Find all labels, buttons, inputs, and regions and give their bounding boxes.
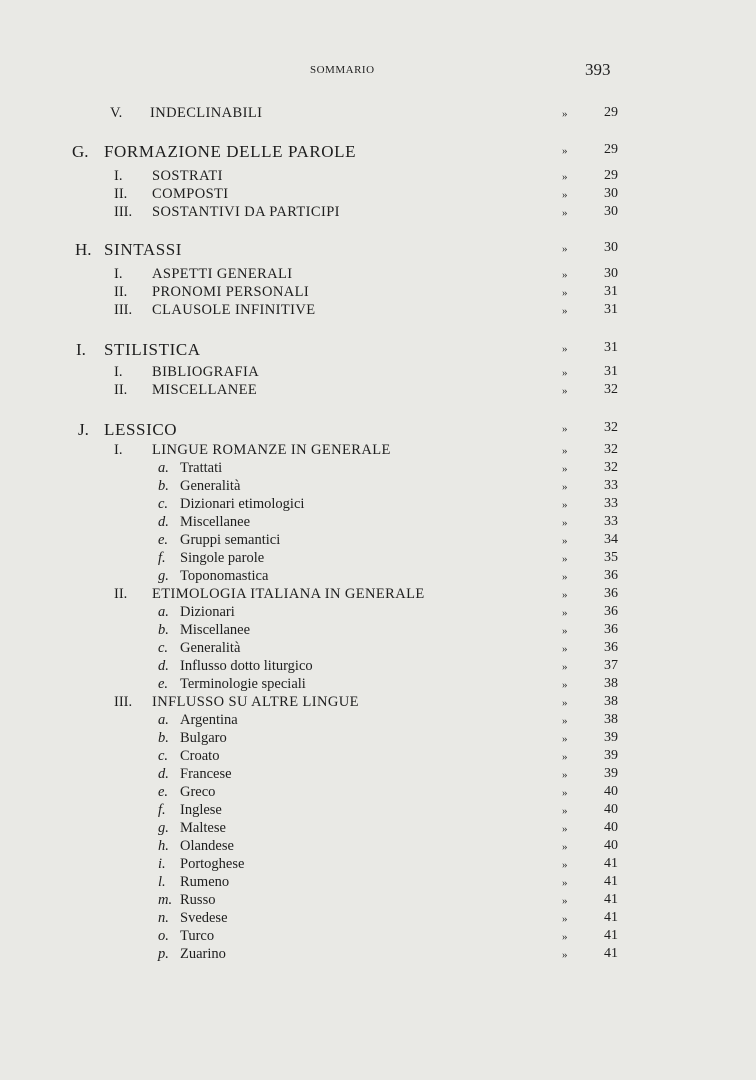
toc-entry-title: Svedese (180, 910, 228, 926)
toc-entry (0, 142, 756, 162)
leader-mark: » (562, 189, 568, 201)
toc-entry-title: LINGUE ROMANZE IN GENERALE (152, 442, 391, 458)
toc-entry (0, 532, 756, 552)
toc-entry-number: II. (114, 586, 128, 602)
toc-entry (0, 928, 756, 948)
leader-mark: » (562, 589, 568, 601)
leader-mark: » (562, 445, 568, 457)
toc-entry-page: 31 (604, 340, 618, 355)
toc-entry (0, 340, 756, 360)
leader-mark: » (562, 823, 568, 835)
leader-mark: » (562, 287, 568, 299)
toc-entry-number: III. (114, 302, 133, 318)
leader-mark: » (562, 661, 568, 673)
toc-entry-page: 30 (604, 204, 618, 219)
page-number: 393 (585, 60, 611, 79)
toc-entry-number: b. (158, 478, 169, 494)
toc-entry-page: 30 (604, 266, 618, 281)
toc-entry-number: h. (158, 838, 169, 854)
toc-entry-page: 36 (604, 640, 618, 655)
toc-entry-page: 38 (604, 712, 618, 727)
toc-entry-page: 39 (604, 766, 618, 781)
toc-entry-number: III. (114, 204, 133, 220)
toc-entry-page: 37 (604, 658, 618, 673)
toc-entry-number: i. (158, 856, 166, 872)
leader-mark: » (562, 269, 568, 281)
leader-mark: » (562, 769, 568, 781)
toc-entry-page: 31 (604, 302, 618, 317)
toc-entry (0, 802, 756, 822)
toc-entry (0, 478, 756, 498)
toc-entry-title: Portoghese (180, 856, 245, 872)
toc-entry-title: CLAUSOLE INFINITIVE (152, 302, 316, 318)
toc-entry (0, 442, 756, 462)
toc-entry-title: Inglese (180, 802, 222, 818)
toc-entry-page: 40 (604, 838, 618, 853)
toc-entry-title: Olandese (180, 838, 234, 854)
toc-entry-page: 33 (604, 478, 618, 493)
toc-entry-number: I. (114, 364, 123, 380)
toc-entry-title: INDECLINABILI (150, 105, 263, 121)
toc-entry-number: e. (158, 784, 169, 800)
toc-entry (0, 168, 756, 188)
leader-mark: » (562, 463, 568, 475)
toc-entry (0, 460, 756, 480)
leader-mark: » (562, 859, 568, 871)
toc-entry (0, 856, 756, 876)
toc-entry-page: 36 (604, 622, 618, 637)
toc-entry-number: II. (114, 186, 128, 202)
toc-entry-number: e. (158, 676, 169, 692)
toc-entry-page: 29 (604, 168, 618, 183)
toc-entry-page: 31 (604, 364, 618, 379)
toc-entry-page: 40 (604, 784, 618, 799)
toc-entry-number: b. (158, 730, 169, 746)
toc-entry (0, 204, 756, 224)
toc-entry-number: J. (78, 420, 89, 439)
toc-entry-page: 32 (604, 442, 618, 457)
toc-entry-page: 41 (604, 856, 618, 871)
toc-entry-number: l. (158, 874, 166, 890)
toc-entry-page: 30 (604, 240, 618, 255)
leader-mark: » (562, 207, 568, 219)
toc-entry (0, 586, 756, 606)
toc-entry (0, 784, 756, 804)
leader-mark: » (562, 949, 568, 961)
toc-entry (0, 186, 756, 206)
toc-entry-page: 36 (604, 586, 618, 601)
toc-entry-title: Rumeno (180, 874, 230, 890)
leader-mark: » (562, 913, 568, 925)
toc-entry-page: 41 (604, 946, 618, 961)
toc-entry-page: 33 (604, 496, 618, 511)
toc-entry-number: a. (158, 460, 169, 476)
toc-entry-title: Argentina (180, 712, 238, 728)
toc-entry-title: Bulgaro (180, 730, 227, 746)
toc-entry-title: ASPETTI GENERALI (152, 266, 293, 282)
toc-entry (0, 892, 756, 912)
toc-entry-title: STILISTICA (104, 340, 201, 359)
toc-entry-number: c. (158, 496, 169, 512)
toc-entry-page: 38 (604, 676, 618, 691)
toc-entry-title: Maltese (180, 820, 226, 836)
toc-entry-number: I. (114, 442, 123, 458)
leader-mark: » (562, 643, 568, 655)
leader-mark: » (562, 751, 568, 763)
toc-entry-page: 29 (604, 142, 618, 157)
toc-entry-number: G. (72, 142, 89, 161)
toc-entry-title: Greco (180, 784, 216, 800)
toc-entry (0, 496, 756, 516)
toc-entry-title: SINTASSI (104, 240, 183, 259)
toc-entry (0, 105, 756, 125)
leader-mark: » (562, 625, 568, 637)
toc-entry-page: 31 (604, 284, 618, 299)
toc-entry-page: 40 (604, 820, 618, 835)
toc-entry (0, 712, 756, 732)
toc-entry-title: Gruppi semantici (180, 532, 281, 548)
toc-entry-page: 41 (604, 928, 618, 943)
toc-entry-page: 34 (604, 532, 618, 547)
toc-entry-title: Dizionari etimologici (180, 496, 305, 512)
toc-entry-number: n. (158, 910, 169, 926)
toc-entry-page: 32 (604, 460, 618, 475)
leader-mark: » (562, 607, 568, 619)
toc-entry-title: SOSTRATI (152, 168, 223, 184)
toc-entry-number: III. (114, 694, 133, 710)
toc-entry-page: 32 (604, 420, 618, 435)
toc-entry-number: a. (158, 712, 169, 728)
toc-entry-number: b. (158, 622, 169, 638)
leader-mark: » (562, 171, 568, 183)
leader-mark: » (562, 571, 568, 583)
leader-mark: » (562, 553, 568, 565)
toc-entry-title: Francese (180, 766, 232, 782)
toc-entry-page: 33 (604, 514, 618, 529)
toc-entry-title: Miscellanee (180, 514, 251, 530)
toc-entry (0, 382, 756, 402)
toc-entry-title: Miscellanee (180, 622, 251, 638)
toc-entry (0, 946, 756, 966)
toc-entry-title: Russo (180, 892, 216, 908)
toc-entry-page: 29 (604, 105, 618, 120)
toc-entry-number: m. (158, 892, 173, 908)
toc-entry-number: I. (76, 340, 86, 359)
leader-mark: » (562, 481, 568, 493)
toc-entry (0, 658, 756, 678)
leader-mark: » (562, 423, 568, 435)
leader-mark: » (562, 108, 568, 120)
toc-entry (0, 766, 756, 786)
toc-entry-title: Generalità (180, 640, 241, 656)
toc-entry-title: Croato (180, 748, 220, 764)
toc-entry-page: 36 (604, 568, 618, 583)
toc-entry (0, 568, 756, 588)
toc-entry-page: 35 (604, 550, 618, 565)
toc-entry-page: 40 (604, 802, 618, 817)
toc-entry (0, 266, 756, 286)
leader-mark: » (562, 841, 568, 853)
leader-mark: » (562, 535, 568, 547)
leader-mark: » (562, 931, 568, 943)
leader-mark: » (562, 697, 568, 709)
toc-entry (0, 640, 756, 660)
toc-entry-page: 38 (604, 694, 618, 709)
toc-entry (0, 748, 756, 768)
leader-mark: » (562, 343, 568, 355)
toc-entry-page: 30 (604, 186, 618, 201)
toc-entry-number: g. (158, 820, 169, 836)
toc-entry-title: ETIMOLOGIA ITALIANA IN GENERALE (152, 586, 425, 602)
toc-entry-number: II. (114, 284, 128, 300)
toc-entry-title: Generalità (180, 478, 241, 494)
toc-entry-number: d. (158, 658, 169, 674)
toc-entry-title: LESSICO (104, 420, 178, 439)
toc-entry (0, 676, 756, 696)
toc-entry-page: 36 (604, 604, 618, 619)
toc-entry (0, 604, 756, 624)
toc-entry-number: I. (114, 168, 123, 184)
leader-mark: » (562, 787, 568, 799)
toc-entry (0, 240, 756, 260)
toc-entry (0, 910, 756, 930)
leader-mark: » (562, 243, 568, 255)
toc-entry (0, 284, 756, 304)
toc-entry-number: c. (158, 748, 169, 764)
toc-entry-number: p. (158, 946, 169, 962)
toc-entry-number: d. (158, 766, 169, 782)
toc-entry-page: 39 (604, 730, 618, 745)
toc-entry (0, 364, 756, 384)
toc-entry (0, 730, 756, 750)
leader-mark: » (562, 805, 568, 817)
toc-entry-title: SOSTANTIVI DA PARTICIPI (152, 204, 340, 220)
toc-entry (0, 420, 756, 440)
leader-mark: » (562, 385, 568, 397)
toc-entry-title: Turco (180, 928, 215, 944)
toc-entry (0, 302, 756, 322)
toc-entry-number: I. (114, 266, 123, 282)
toc-entry-number: e. (158, 532, 169, 548)
toc-entry-number: g. (158, 568, 169, 584)
leader-mark: » (562, 733, 568, 745)
toc-entry-title: Trattati (180, 460, 223, 476)
leader-mark: » (562, 895, 568, 907)
toc-entry-page: 41 (604, 874, 618, 889)
toc-entry-title: Dizionari (180, 604, 235, 620)
toc-entry-number: II. (114, 382, 128, 398)
leader-mark: » (562, 145, 568, 157)
toc-entry-title: Terminologie speciali (180, 676, 306, 692)
toc-entry-page: 41 (604, 892, 618, 907)
leader-mark: » (562, 715, 568, 727)
toc-entry-title: INFLUSSO SU ALTRE LINGUE (152, 694, 359, 710)
toc-entry-number: d. (158, 514, 169, 530)
toc-entry-number: V. (110, 105, 123, 121)
toc-entry (0, 622, 756, 642)
toc-entry-number: H. (75, 240, 92, 259)
toc-entry-page: 41 (604, 910, 618, 925)
toc-entry (0, 694, 756, 714)
toc-entry-title: FORMAZIONE DELLE PAROLE (104, 142, 357, 161)
toc-entry-title: PRONOMI PERSONALI (152, 284, 310, 300)
toc-entry-number: a. (158, 604, 169, 620)
toc-entry-title: Zuarino (180, 946, 226, 962)
toc-entry (0, 874, 756, 894)
toc-entry-page: 39 (604, 748, 618, 763)
toc-entry-title: Singole parole (180, 550, 265, 566)
running-header-title: SOMMARIO (310, 64, 375, 76)
leader-mark: » (562, 499, 568, 511)
toc-entry (0, 514, 756, 534)
toc-entry (0, 550, 756, 570)
toc-entry-title: Toponomastica (180, 568, 269, 584)
toc-entry (0, 820, 756, 840)
leader-mark: » (562, 367, 568, 379)
toc-entry-number: o. (158, 928, 169, 944)
toc-entry-title: MISCELLANEE (152, 382, 258, 398)
leader-mark: » (562, 305, 568, 317)
toc-entry-page: 32 (604, 382, 618, 397)
toc-entry (0, 838, 756, 858)
leader-mark: » (562, 517, 568, 529)
toc-entry-number: f. (158, 550, 166, 566)
toc-entry-title: BIBLIOGRAFIA (152, 364, 260, 380)
toc-entry-number: c. (158, 640, 169, 656)
leader-mark: » (562, 679, 568, 691)
toc-entry-number: f. (158, 802, 166, 818)
leader-mark: » (562, 877, 568, 889)
toc-entry-title: Influsso dotto liturgico (180, 658, 313, 674)
toc-entry-title: COMPOSTI (152, 186, 229, 202)
